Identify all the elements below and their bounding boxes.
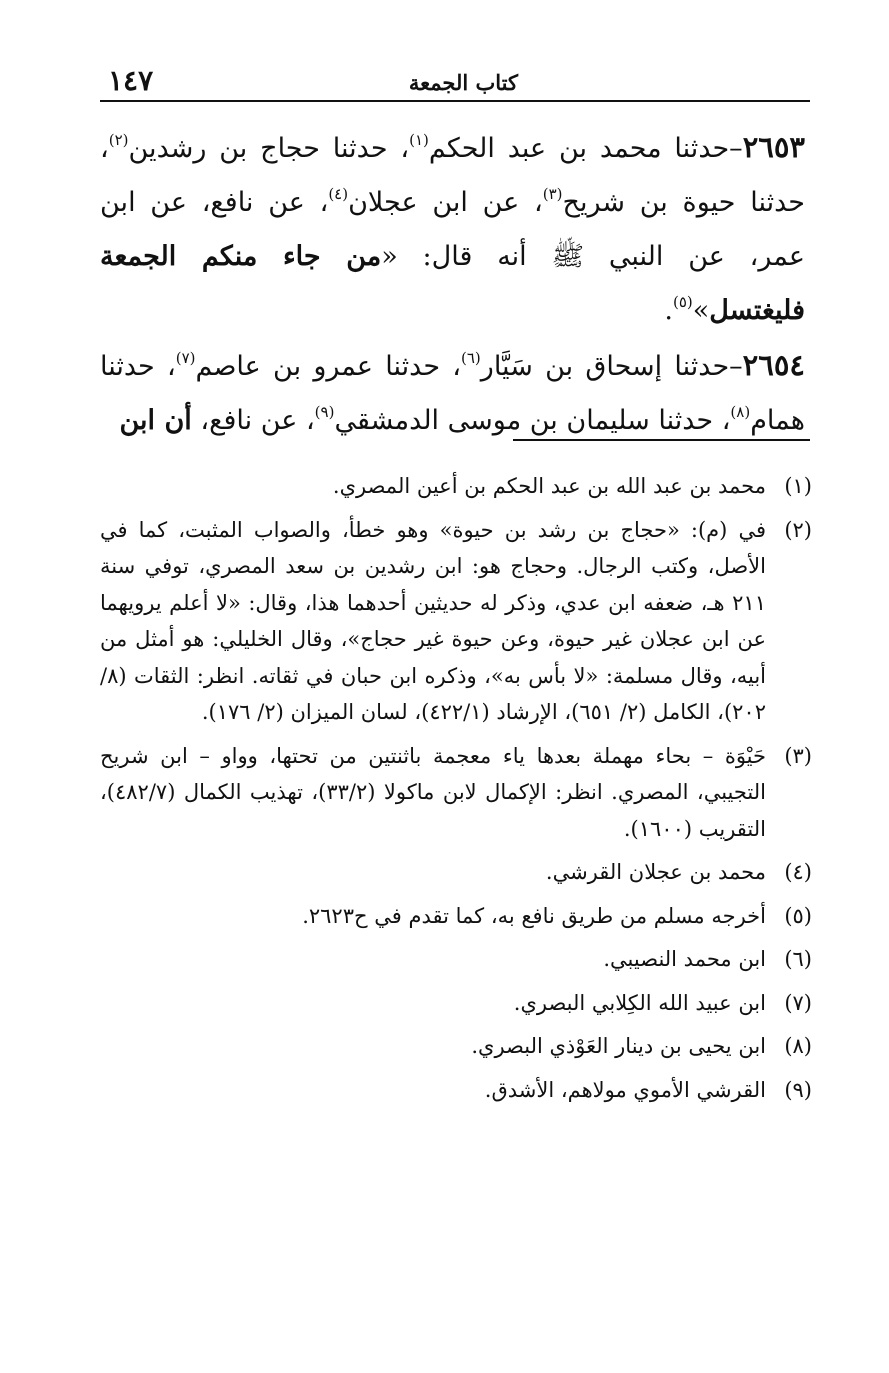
footnote-number: (٩) [784, 1077, 812, 1102]
footnote-text: محمد بن عبد الله بن عبد الحكم بن أعين المصري. [332, 474, 766, 498]
book-title: كتاب الجمعة [408, 70, 518, 95]
footnote-number: (٦) [784, 947, 812, 971]
footnote-text: ابن محمد النصيبي. [603, 947, 766, 971]
footnote-7 [100, 985, 812, 1022]
footnote-text: ابن عبيد الله الكِلابي البصري. [513, 990, 766, 1015]
footnote-number: (٤) [784, 860, 812, 884]
footnote-number: (٨) [784, 1034, 812, 1058]
hadith-text: ، حدثنا سليمان بن موسى الدمشقي [334, 405, 731, 436]
hadith-text-bold: أن ابن [119, 405, 192, 436]
footnote-ref: (٦) [461, 349, 481, 367]
footnote-4 [100, 854, 812, 891]
footnote-text: ابن يحيى بن دينار العَوْذي البصري. [471, 1034, 766, 1058]
hadith-text: . [664, 295, 673, 326]
footnote-ref: (٨) [730, 403, 751, 421]
footnote-text: القرشي الأموي مولاهم، الأشدق. [484, 1077, 766, 1102]
footnote-ref: (٣) [542, 185, 563, 203]
footnote-ref: (١) [409, 131, 429, 149]
footnote-ref: (٩) [314, 403, 335, 421]
footnote-6 [100, 941, 812, 978]
hadith-text: ، عن نافع، عن ابن عمر، عن النبي ﷺ أنه قال: « [100, 187, 805, 272]
footnote-8 [100, 1028, 812, 1065]
footnote-number: (١) [784, 474, 812, 498]
hadith-number: ٢٦٥٤ [742, 348, 805, 382]
footnote-1 [100, 468, 812, 505]
hadith-text: » [692, 295, 710, 326]
footnote-number: (٣) [784, 743, 812, 768]
footnote-5 [100, 898, 812, 935]
hadith-2653 [100, 120, 805, 338]
footnotes [100, 468, 812, 1115]
footnote-3 [100, 738, 812, 848]
hadith-text: ، حدثنا عمرو بن عاصم [195, 351, 461, 382]
footnote-number: (٧) [784, 990, 812, 1015]
footnote-text: محمد بن عجلان القرشي. [545, 860, 766, 884]
hadith-number: ٢٦٥٣ [742, 130, 805, 164]
footnote-9 [100, 1072, 812, 1109]
footnote-2 [100, 512, 812, 731]
footnote-text: في (م): «حجاج بن رشد بن حيوة» وهو خطأ، والصواب المثبت، كما في الأصل، وكتب الرجال. وحجاج هو: ابن رشدين بن سعد المصري، توفي سنة ٢١١ هـ، ضعفه ابن عدي، وذكر له حديثين أحدهما هذا، وقال: «لا أعلم يرويهما عن ابن عجلان غير حيوة، وعن حيوة غير حجاج»، وقال الخليلي: هو أمثل من أبيه، وقال مسلمة: «لا بأس به»، وذكره ابن حبان في ثقاته. انظر: الثقات (٨/ ٢٠٢)، الكامل (٢/ ٦٥١)، الإرشاد (٤٢٢/١)، لسان الميزان (٢/ ١٧٦). [100, 517, 766, 724]
footnote-text: حَيْوَة – بحاء مهملة بعدها ياء معجمة باثنتين من تحتها، وواو – ابن شريح التجيبي، المصري. انظر: الإكمال لابن ماكولا (٣٣/٢)، تهذيب الكمال (٤٨٢/٧)، التقريب (١٦٠٠). [100, 743, 766, 841]
header-divider [100, 100, 810, 102]
footnote-ref: (٤) [328, 185, 349, 203]
footnote-ref: (٥) [672, 293, 693, 311]
main-text [100, 120, 805, 448]
hadith-2654 [100, 338, 805, 448]
page-number: ١٤٧ [108, 64, 154, 97]
footnote-ref: (٧) [175, 349, 196, 367]
hadith-text: ، حدثنا همام [100, 351, 805, 436]
hadith-text: ، عن نافع، [191, 405, 315, 436]
hadith-quote: من جاء منكم الجمعة فليغتسل [100, 241, 805, 326]
footnote-divider [513, 439, 810, 441]
hadith-text: ، حدثنا حيوة بن شريح [100, 133, 805, 218]
hadith-text: –حدثنا إسحاق بن سَيَّار [480, 351, 743, 382]
footnote-text: أخرجه مسلم من طريق نافع به، كما تقدم في ح٢٦٢٣. [302, 903, 766, 928]
footnote-number: (٥) [784, 903, 812, 928]
hadith-text: –حدثنا محمد بن عبد الحكم [428, 133, 743, 164]
page-header [100, 62, 802, 98]
footnote-ref: (٢) [108, 131, 129, 149]
hadith-text: ، حدثنا حجاج بن رشدين [128, 133, 410, 164]
hadith-text: ، عن ابن عجلان [348, 187, 543, 218]
footnote-number: (٢) [784, 517, 812, 542]
